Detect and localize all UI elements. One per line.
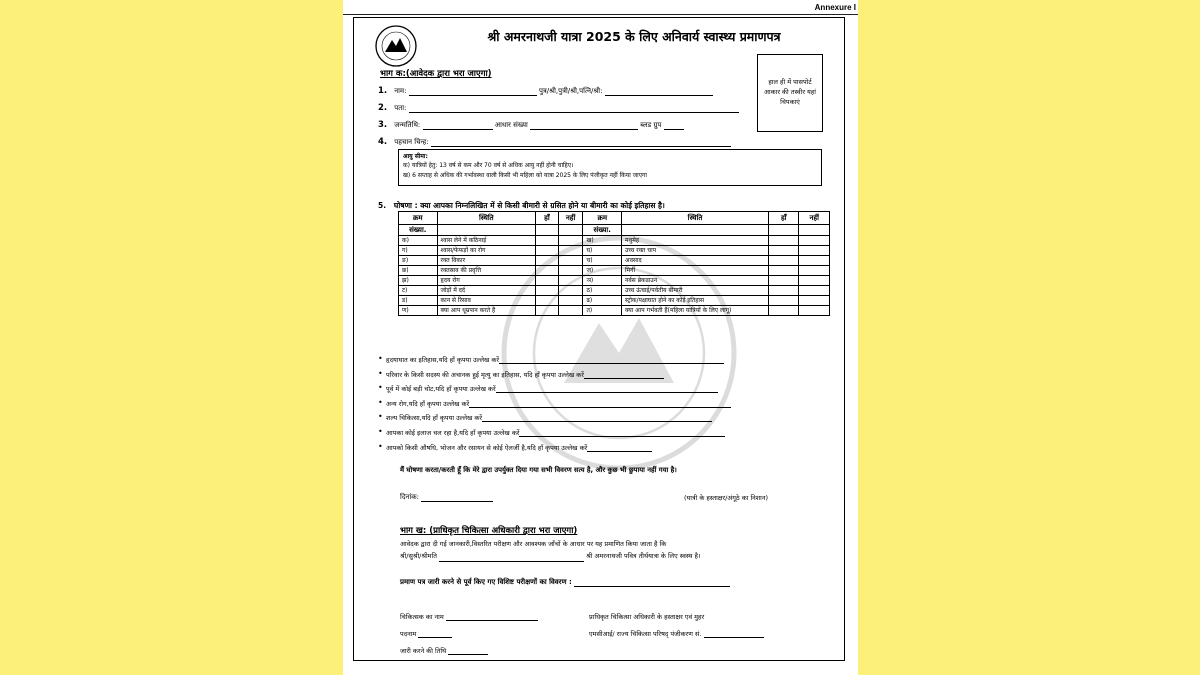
- field-number: 4.: [378, 137, 388, 147]
- cell-yes[interactable]: [536, 276, 559, 286]
- cell-condition: अवसाद: [622, 256, 769, 266]
- cell-condition: श्वास/फेफड़ों का रोग: [437, 246, 536, 256]
- table-row: [399, 266, 830, 276]
- registration-field[interactable]: [589, 629, 764, 638]
- col-condition: स्थिति: [437, 212, 536, 225]
- cell-yes[interactable]: [769, 266, 799, 276]
- cell-condition: उच्च ऊंचाई/पर्वतीय बीमारी: [622, 286, 769, 296]
- history-question[interactable]: [386, 428, 725, 437]
- field-number: 3.: [378, 120, 388, 130]
- cell-sn: ख): [583, 236, 622, 246]
- designation-field[interactable]: [400, 629, 452, 638]
- aadhaar-line[interactable]: [530, 121, 638, 130]
- history-answer-line[interactable]: [519, 428, 725, 437]
- cell-yes[interactable]: [536, 246, 559, 256]
- age-limit-box: [398, 149, 822, 186]
- cell-sn: ठ): [583, 286, 622, 296]
- tests-field[interactable]: [400, 578, 730, 587]
- name-label: नाम:: [394, 87, 407, 95]
- name-line[interactable]: [409, 87, 537, 96]
- field-number: 5.: [378, 201, 387, 210]
- field-number: 2.: [378, 103, 388, 113]
- cell-yes[interactable]: [769, 286, 799, 296]
- designation-label: पदनाम: [400, 630, 417, 638]
- history-question[interactable]: [386, 384, 718, 393]
- table-row: [399, 296, 830, 306]
- history-question-text: आपका कोई इलाज चल रहा है,यदि हाँ कृपया उल्लेख करें: [386, 429, 520, 437]
- cell-no[interactable]: [799, 236, 830, 246]
- officer-signature-label: प्राधिकृत चिकित्सा अधिकारी के हस्ताक्षर एवं मुहर: [589, 613, 705, 621]
- col-sn: क्रम: [399, 212, 438, 225]
- doctor-name-field[interactable]: [400, 612, 538, 621]
- history-answer-line[interactable]: [584, 370, 664, 379]
- date-line[interactable]: [421, 493, 493, 502]
- identification-label: पहचान चिन्ह:: [394, 138, 429, 146]
- cell-sn: झ): [399, 276, 438, 286]
- history-answer-line[interactable]: [499, 355, 724, 364]
- history-question[interactable]: [386, 370, 664, 379]
- table-row: [399, 246, 830, 256]
- address-line[interactable]: [409, 104, 739, 113]
- issue-date-label: जारी करने की तिथि: [400, 647, 447, 655]
- name-field[interactable]: [378, 86, 713, 96]
- cell-condition: क्या आप धूम्रपान करते हैं: [437, 306, 536, 316]
- cell-condition: नर्वस ब्रेकडाउन: [622, 276, 769, 286]
- cell-condition: हृदय रोग: [437, 276, 536, 286]
- cell-no[interactable]: [558, 296, 583, 306]
- cell-no[interactable]: [799, 276, 830, 286]
- cell-sn: त): [583, 306, 622, 316]
- identification-line[interactable]: [431, 138, 731, 147]
- history-question-text: परिवार के किसी सदस्य की अचानक हुई मृत्यु का इतिहास, यदि हाँ कृपया उल्लेख करें: [386, 370, 584, 379]
- col-yes: हाँ: [536, 212, 559, 225]
- dob-line[interactable]: [423, 121, 493, 130]
- certificate-frame: [353, 17, 845, 661]
- relation-label: पुत्र/श्री,पुत्री/श्री,पत्नि/श्री:: [538, 87, 603, 95]
- cell-sn: ट): [399, 286, 438, 296]
- history-answer-line[interactable]: [482, 413, 712, 422]
- applicant-signature-label: (यात्री के हस्ताक्षर/अंगूठे का निशान): [684, 494, 769, 502]
- dob-field[interactable]: [378, 120, 684, 130]
- history-question[interactable]: [386, 399, 731, 408]
- table-row: [399, 276, 830, 286]
- cell-yes[interactable]: [769, 236, 799, 246]
- history-question-text: हृदयाघात का इतिहास,यदि हाँ कृपया उल्लेख करें: [386, 356, 500, 364]
- relation-line[interactable]: [605, 87, 713, 96]
- cell-no[interactable]: [558, 236, 583, 246]
- cell-yes[interactable]: [769, 276, 799, 286]
- applicant-declaration: मैं घोषणा करता/करती हूँ कि मेरे द्वारा उपर्युक्त दिया गया सभी विवरण सत्य है, और कुछ भी छुपाया नहीं गया है।: [400, 466, 677, 474]
- cell-no[interactable]: [558, 306, 583, 316]
- col-no: नहीं: [558, 212, 583, 225]
- dob-label: जन्मतिथि:: [394, 121, 421, 129]
- address-label: पता:: [394, 104, 407, 112]
- history-answer-line[interactable]: [587, 443, 652, 452]
- blood-group-label: ब्लड ग्रुप: [640, 121, 662, 129]
- history-question[interactable]: [386, 443, 652, 452]
- designation-line[interactable]: [418, 629, 452, 638]
- cell-yes[interactable]: [536, 236, 559, 246]
- issue-date-field[interactable]: [400, 646, 488, 655]
- cell-condition: उच्च रक्त चाप: [622, 246, 769, 256]
- cell-yes[interactable]: [769, 306, 799, 316]
- certification-line-1: आवेदक द्वारा दी गई जानकारी,विस्तरित परीक्षण और आवश्यक जाँचों के आधार पर यह प्रमाणित किया जाता है कि: [400, 540, 667, 548]
- cell-no[interactable]: [799, 266, 830, 276]
- cell-sn: क): [399, 236, 438, 246]
- cell-yes[interactable]: [536, 266, 559, 276]
- annexure-label: Annexure I: [814, 3, 856, 12]
- cell-condition: क्या आप गर्भवती हैं(महिला यात्रियों के लिए लागू): [622, 306, 769, 316]
- cell-sn: ण): [399, 306, 438, 316]
- cell-sn: ञ): [583, 276, 622, 286]
- identification-field[interactable]: [378, 137, 731, 147]
- cell-sn: छ): [399, 266, 438, 276]
- cell-no[interactable]: [799, 306, 830, 316]
- table-row: [399, 306, 830, 316]
- cell-yes[interactable]: [769, 296, 799, 306]
- cell-no[interactable]: [558, 266, 583, 276]
- col-no: नहीं: [799, 212, 830, 225]
- history-answer-line[interactable]: [469, 399, 731, 408]
- table-row: [399, 256, 830, 266]
- cell-yes[interactable]: [536, 256, 559, 266]
- cell-yes[interactable]: [536, 306, 559, 316]
- history-answer-line[interactable]: [496, 384, 718, 393]
- cell-no[interactable]: [799, 256, 830, 266]
- history-question-text: पूर्व में कोई बड़ी चोट,यदि हाँ कृपया उल्लेख करें: [386, 385, 496, 394]
- certification-line-2: श्री अमरनाथजी पवित्र तीर्थयात्रा के लिए स्वस्थ है।: [586, 551, 701, 560]
- cell-condition: मधुमेह: [622, 236, 769, 246]
- certificate-title: श्री अमरनाथजी यात्रा 2025 के लिए अनिवार्य स्वास्थ्य प्रमाणपत्र: [487, 29, 781, 44]
- aadhaar-label: आधार संख्या: [494, 121, 528, 129]
- cell-no[interactable]: [799, 286, 830, 296]
- cell-condition: मिर्गी: [622, 266, 769, 276]
- history-question[interactable]: [386, 355, 724, 364]
- age-heading: आयु सीमा:: [403, 153, 428, 160]
- cell-no[interactable]: [558, 276, 583, 286]
- doctor-name-label: चिकित्सक का नाम: [400, 613, 444, 621]
- photo-box: हाल ही में पासपोर्ट आकार की तस्वीर यहां चिपकाएं: [757, 54, 823, 132]
- cell-sn: ग): [399, 246, 438, 256]
- cell-condition: जोड़ों में दर्द: [437, 286, 536, 296]
- document-page: [343, 0, 858, 675]
- col-sn: क्रम: [583, 212, 622, 225]
- declaration-question: [378, 201, 665, 211]
- cell-sn: ङ): [399, 256, 438, 266]
- age-rule-1: क) यात्रियों हेतु: 13 वर्ष से कम और 70 वर्ष से अधिक आयु नहीं होनी चाहिए।: [403, 162, 574, 170]
- cell-sn: घ): [583, 246, 622, 256]
- cell-yes[interactable]: [769, 246, 799, 256]
- registration-line[interactable]: [704, 629, 764, 638]
- age-rule-2: ख) 6 सप्ताह से अधिक की गर्भावस्था वाली किसी भी महिला को यात्रा 2025 के लिए पंजीकृत नहीं किया जाएगा: [403, 171, 647, 179]
- field-number: 1.: [378, 86, 388, 96]
- issue-date-line[interactable]: [448, 646, 488, 655]
- disease-table: [398, 211, 830, 316]
- cell-condition: रक्तस्राव की प्रवृत्ति: [437, 266, 536, 276]
- applicant-name-line[interactable]: [439, 553, 584, 562]
- cell-condition: स्ट्रोक/पक्षाघात होने का कोई इतिहास: [622, 296, 769, 306]
- cell-yes[interactable]: [536, 296, 559, 306]
- cell-no[interactable]: [799, 246, 830, 256]
- table-row: [399, 286, 830, 296]
- history-question-text: शल्य चिकित्सा,यदि हाँ कृपया उल्लेख करें: [386, 414, 483, 423]
- col-yes: हाँ: [769, 212, 799, 225]
- declaration-text: घोषणा : क्या आपका निम्नलिखित में से किसी बीमारी से ग्रसित होने या बीमारी का कोई इतिहास है।: [393, 201, 665, 210]
- applicant-name-label: श्री/सुश्री/श्रीमति: [400, 551, 437, 560]
- cell-sn: ढ): [583, 296, 622, 306]
- cell-no[interactable]: [558, 246, 583, 256]
- blood-group-line[interactable]: [664, 121, 684, 130]
- cell-condition: श्वास लेने में कठिनाई: [437, 236, 536, 246]
- cell-condition: रक्त विकार: [437, 256, 536, 266]
- history-question-text: अन्य रोग,यदि हाँ कृपया उल्लेख करें: [386, 399, 470, 408]
- col-sn-2: संख्या.: [583, 225, 622, 236]
- registration-label: एमसीआई/ राज्य चिकित्सा परिषद् पंजीकरण सं.: [589, 630, 702, 638]
- cell-yes[interactable]: [769, 256, 799, 266]
- cell-condition: कान से रिसाव: [437, 296, 536, 306]
- cell-sn: ज): [583, 266, 622, 276]
- history-question[interactable]: [386, 413, 712, 422]
- cell-yes[interactable]: [536, 286, 559, 296]
- header-rule: [343, 14, 858, 15]
- part-a-heading: भाग क:(आवेदक द्वारा भरा जाएगा): [380, 69, 492, 79]
- cell-no[interactable]: [799, 296, 830, 306]
- date-label: दिनांक:: [400, 493, 419, 501]
- tests-line[interactable]: [574, 578, 730, 587]
- history-question-text: आपको किसी औषधि, भोजन और रसायन से कोई ऐलर्जी है,यदि हाँ कृपया उल्लेख करें: [386, 443, 588, 452]
- cell-sn: च): [583, 256, 622, 266]
- col-sn-2: संख्या.: [399, 225, 438, 236]
- col-condition: स्थिति: [622, 212, 769, 225]
- date-field[interactable]: [400, 493, 493, 502]
- shrine-board-logo: [374, 24, 418, 68]
- doctor-name-line[interactable]: [446, 612, 538, 621]
- address-field[interactable]: [378, 103, 739, 113]
- part-b-heading: भाग ख: (प्राधिकृत चिकित्सा अधिकारी द्वारा भरा जाएगा): [400, 526, 578, 536]
- cell-no[interactable]: [558, 256, 583, 266]
- cell-no[interactable]: [558, 286, 583, 296]
- part-b-certification: [400, 539, 800, 562]
- cell-sn: ड): [399, 296, 438, 306]
- table-row: [399, 236, 830, 246]
- tests-label: प्रमाण पत्र जारी करने से पूर्व किए गए विशिष्ट परीक्षणों का विवरण :: [400, 578, 572, 586]
